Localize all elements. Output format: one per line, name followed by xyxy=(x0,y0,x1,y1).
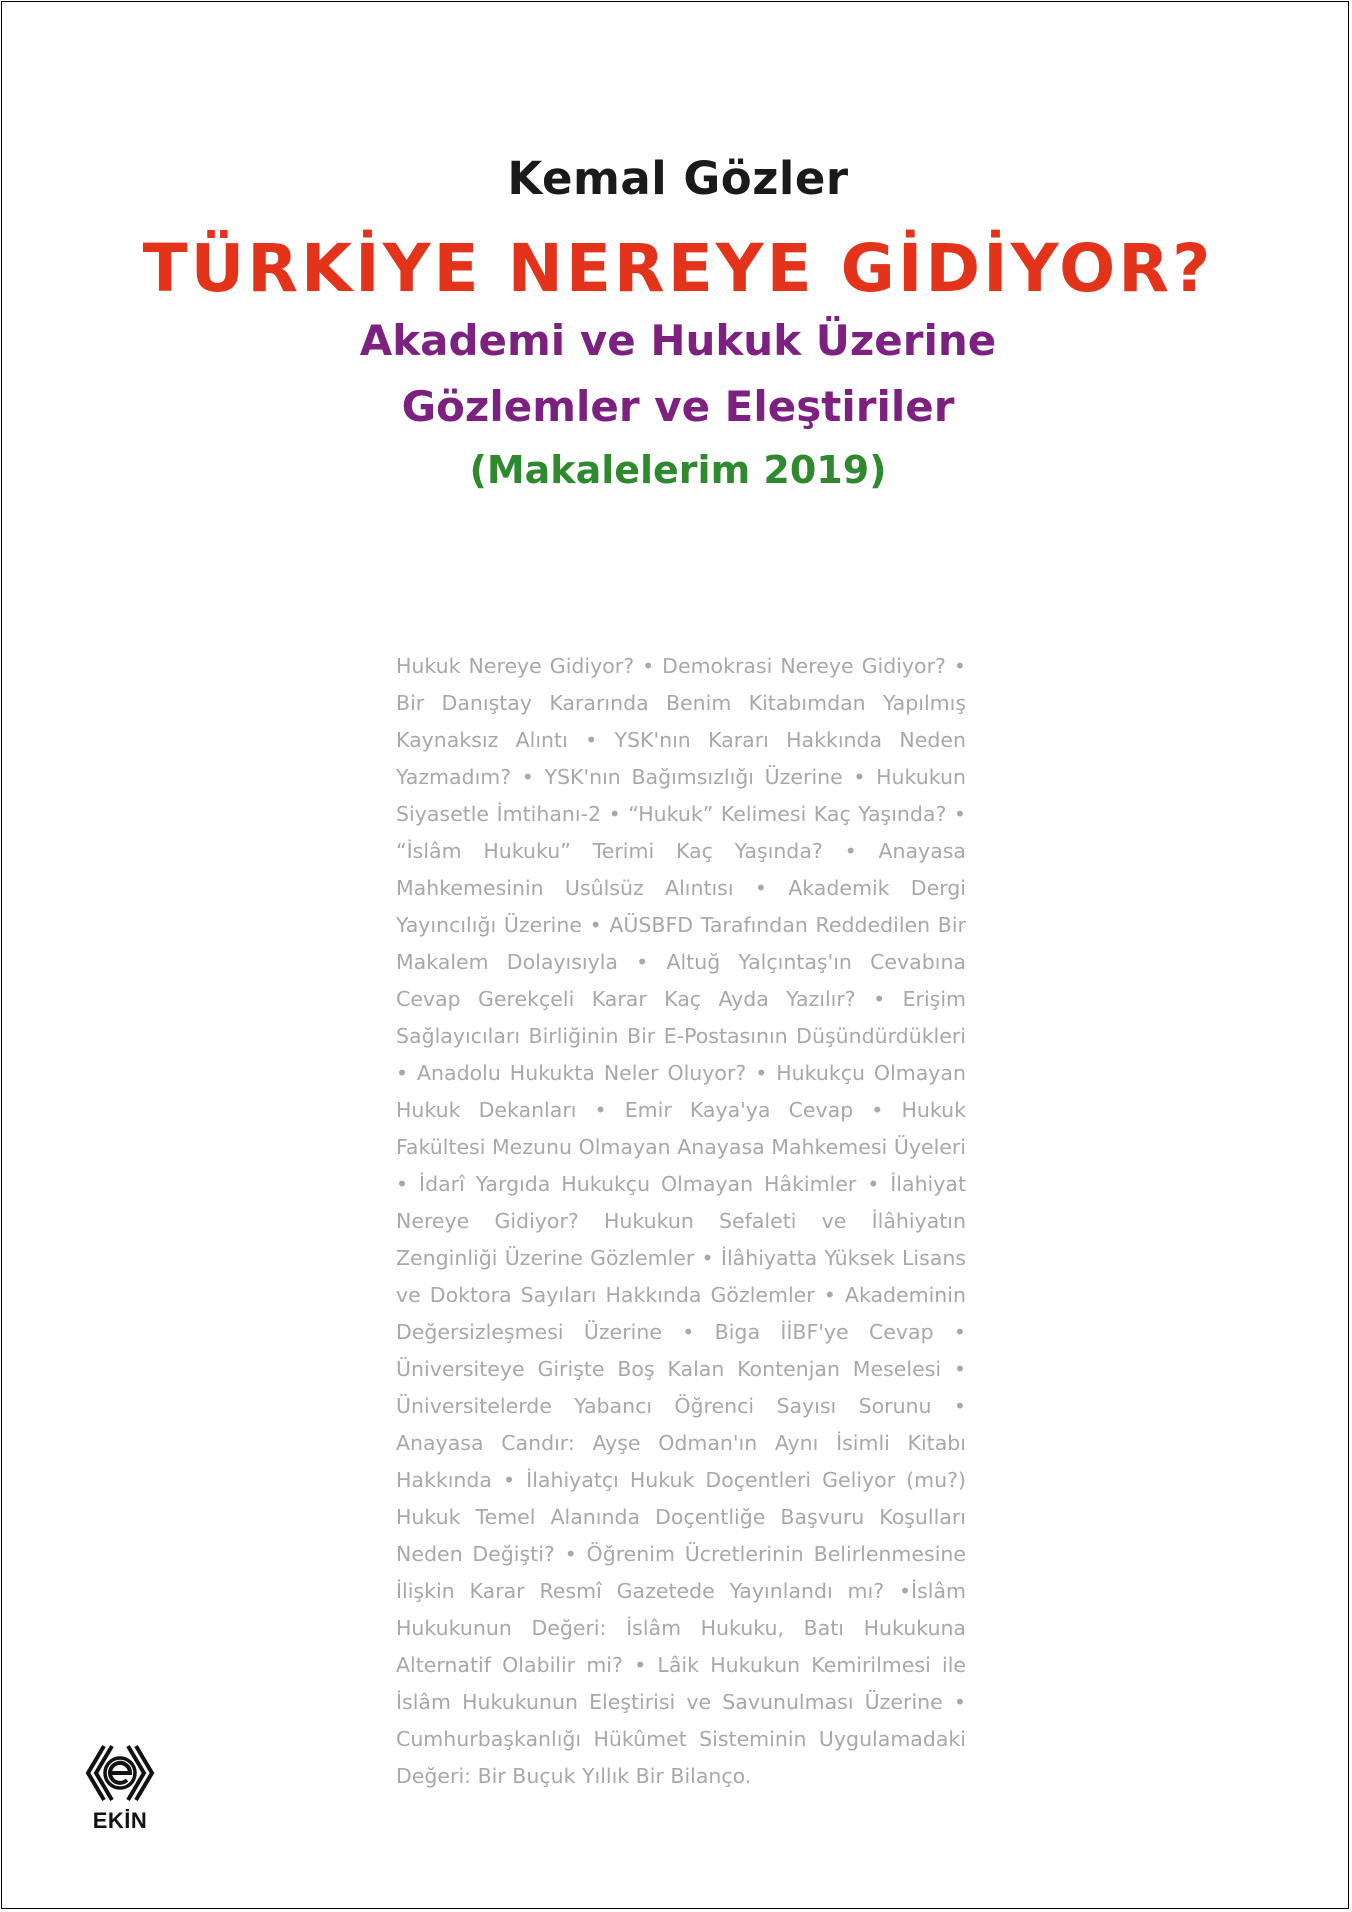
author-name: Kemal Gözler xyxy=(507,152,849,205)
publisher-name: EKİN xyxy=(92,1808,148,1833)
contents-list: Hukuk Nereye Gidiyor? • Demokrasi Nereye Gidiyor? • Bir Danıştay Kararında Benim Kitabımdan Yapılmış Kaynaksız Alıntı • YSK'nın Kararı Hakkında Neden Yazmadım? • YSK'nın Bağımsızlığı Üzerine • Hukukun Siyasetle İmtihanı-2 • “Hukuk” Kelimesi Kaç Yaşında? • “İslâm Hukuku” Terimi Kaç Yaşında? • Anayasa Mahkemesinin Usûlsüz Alıntısı • Akademik Dergi Yayıncılığı Üzerine • AÜSBFD Tarafından Reddedilen Bir Makalem Dolayısıyla • Altuğ Yalçıntaş'ın Cevabına Cevap Gerekçeli Karar Kaç Ayda Yazılır? • Erişim Sağlayıcıları Birliğinin Bir E-Postasının Düşündürdükleri • Anadolu Hukukta Neler Oluyor? • Hukukçu Olmayan Hukuk Dekanları • Emir Kaya'ya Cevap • Hukuk Fakültesi Mezunu Olmayan Anayasa Mahkemesi Üyeleri • İdarî Yargıda Hukukçu Olmayan Hâkimler • İlahiyat Nereye Gidiyor? Hukukun Sefaleti ve İlâhiyatın Zenginliği Üzerine Gözlemler • İlâhiyatta Yüksek Lisans ve Doktora Sayıları Hakkında Gözlemler • Akademinin Değersizleşmesi Üzerine • Biga İİBF'ye Cevap • Üniversiteye Girişte Boş Kalan Kontenjan Meselesi • Üniversitelerde Yabancı Öğrenci Sayısı Sorunu • Anayasa Candır: Ayşe Odman'ın Aynı İsimli Kitabı Hakkında • İlahiyatçı Hukuk Doçentleri Geliyor (mu?) Hukuk Temel Alanında Doçentliğe Başvuru Koşulları Neden Değişti? • Öğrenim Ücretlerinin Belirlenmesine İlişkin Karar Resmî Gazetede Yayınlandı mı? •İslâm Hukukunun Değeri: İslâm Hukuku, Batı Hukukuna Alternatif Olabilir mi? • Lâik Hukukun Kemirilmesi ile İslâm Hukukunun Eleştirisi ve Savunulması Üzerine • Cumhurbaşkanlığı Hükûmet Sisteminin Uygulamadaki Değeri: Bir Buçuk Yıllık Bir Bilanço. xyxy=(396,654,966,1788)
publisher-logo xyxy=(84,1740,156,1833)
book-title: TÜRKİYE NEREYE GİDİYOR? xyxy=(142,230,1214,307)
ekin-publisher-logo-icon xyxy=(84,1740,156,1806)
book-subtitle-line-2: Gözlemler ve Eleştiriler xyxy=(401,382,955,431)
book-cover xyxy=(1,1,1349,1909)
book-subtitle-line-1: Akademi ve Hukuk Üzerine xyxy=(359,316,997,365)
series-note: (Makalelerim 2019) xyxy=(469,448,887,492)
